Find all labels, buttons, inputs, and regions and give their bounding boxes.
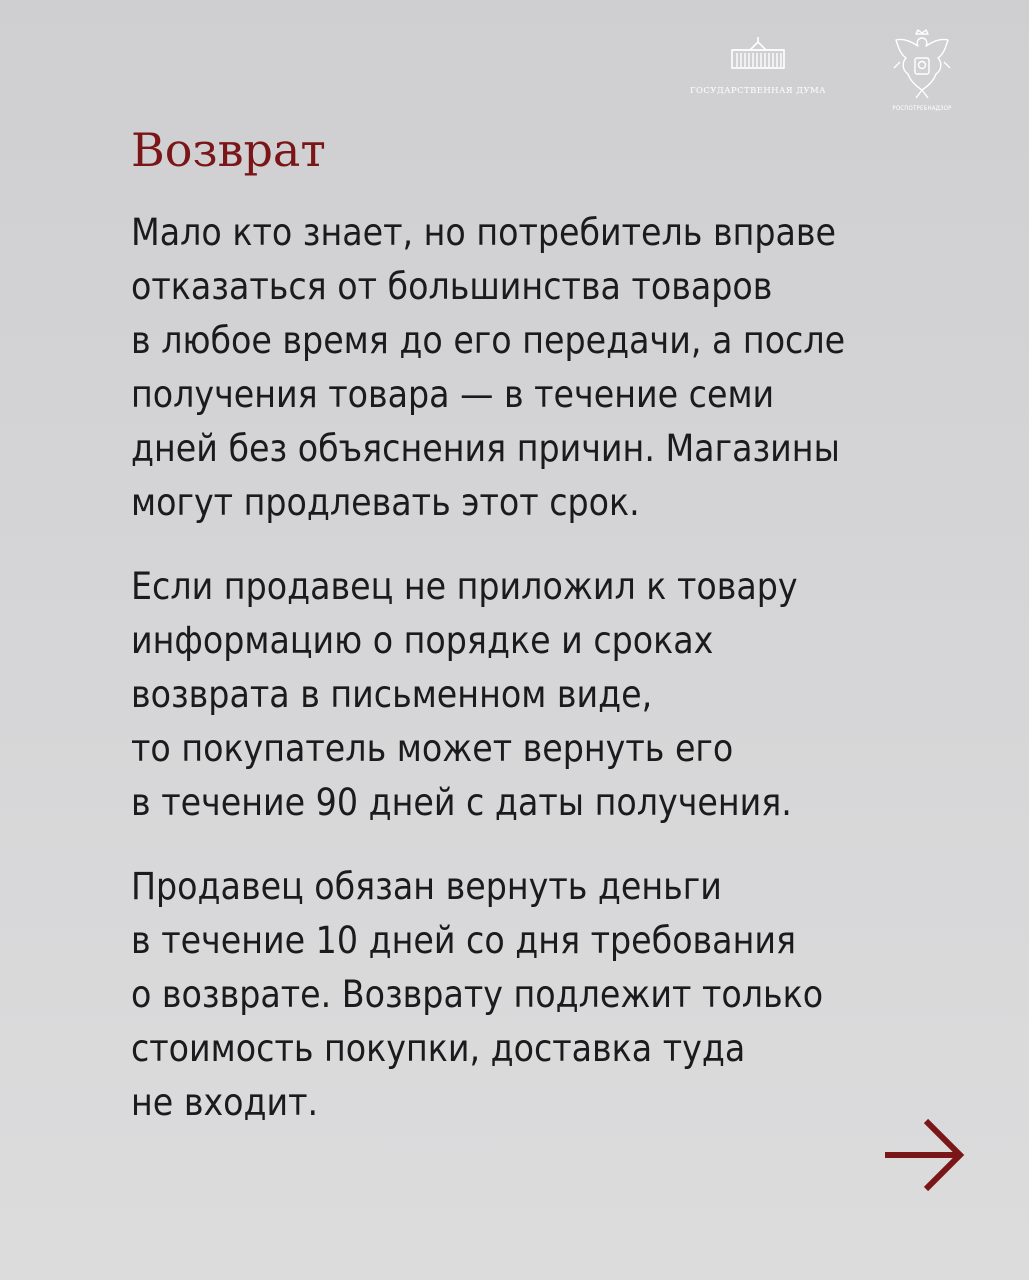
state-duma-logo xyxy=(663,36,853,96)
text-line: не входит. xyxy=(131,1081,319,1124)
text-line: стоимость покупки, доставка туда xyxy=(131,1027,746,1070)
text-line: Если продавец не приложил к товару xyxy=(131,565,798,608)
text-line: о возврате. Возврату подлежит только xyxy=(131,973,824,1016)
text-line: дней без объяснения причин. Магазины xyxy=(131,427,840,470)
paragraph-refund-terms xyxy=(131,860,991,1130)
paragraph-90-days xyxy=(131,560,991,830)
text-line: информацию о порядке и сроках xyxy=(131,619,714,662)
duma-building-icon xyxy=(730,36,786,70)
text-line: возврата в письменном виде, xyxy=(131,673,653,716)
double-headed-eagle-icon xyxy=(888,28,956,102)
duma-caption: ГОСУДАРСТВЕННАЯ ДУМА xyxy=(690,86,826,96)
text-line: в любое время до его передачи, а после xyxy=(131,319,846,362)
paragraph-withdrawal-right xyxy=(131,206,991,530)
page-title: Возврат xyxy=(131,123,326,177)
article-body xyxy=(131,206,991,1160)
text-line: могут продлевать этот срок. xyxy=(131,481,640,524)
text-line: в течение 10 дней со дня требования xyxy=(131,919,796,962)
arrow-right-icon xyxy=(882,1115,968,1195)
text-line: в течение 90 дней с даты получения. xyxy=(131,781,792,824)
text-line: то покупатель может вернуть его xyxy=(131,727,734,770)
rospotrebnadzor-logo xyxy=(881,28,963,112)
header-logos xyxy=(663,28,963,124)
text-line: Мало кто знает, но потребитель вправе xyxy=(131,211,837,254)
next-slide-button[interactable] xyxy=(882,1115,968,1195)
rospotrebnadzor-caption: РОСПОТРЕБНАДЗОР xyxy=(892,105,952,112)
text-line: отказаться от большинства товаров xyxy=(131,265,773,308)
text-line: получения товара — в течение семи xyxy=(131,373,775,416)
text-line: Продавец обязан вернуть деньги xyxy=(131,865,722,908)
